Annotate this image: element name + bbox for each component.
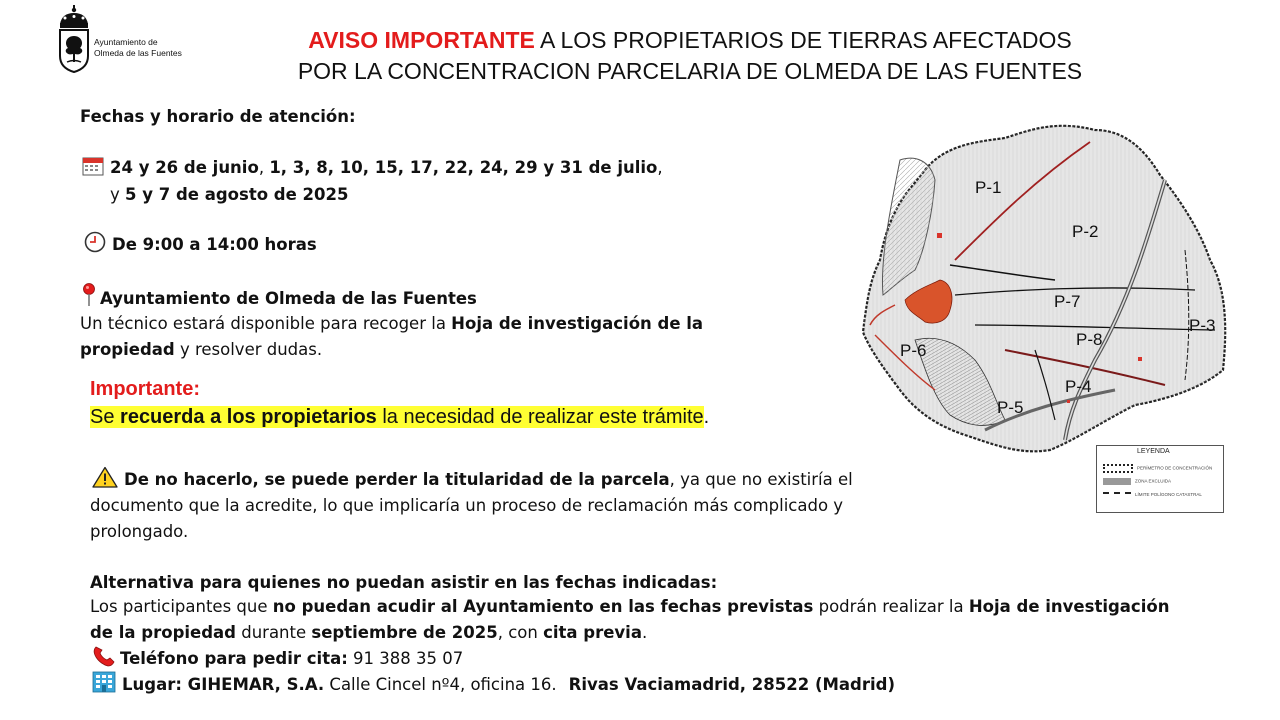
logo-line-1: Ayuntamiento de (94, 37, 158, 47)
tech-bold-1: Hoja de investigación de la (451, 314, 704, 333)
alt-t5: . (641, 623, 648, 642)
parcel-label-p5: P-5 (997, 398, 1024, 417)
clock-icon (84, 231, 106, 261)
logo-line-2: Olmeda de las Fuentes (94, 48, 182, 58)
warning-line-3: prolongado. (90, 522, 189, 541)
tech-line-1 (80, 310, 703, 337)
warning-bold: De no hacerlo, se puede perder la titularidad de la parcela (124, 470, 670, 489)
alt-b5: cita previa (543, 623, 642, 642)
hours-line (84, 231, 317, 261)
legend-label-boundary: LÍMITE POLÍGONO CATASTRAL (1135, 492, 1202, 497)
alt-b3: de la propiedad (90, 623, 236, 642)
legend-swatch-excluded (1103, 478, 1131, 485)
important-line (90, 406, 709, 429)
dates-july: 1, 3, 8, 10, 15, 17, 22, 24, 29 y 31 de julio (269, 158, 658, 177)
warning-line-2: documento que la acredite, lo que implicaría un proceso de reclamación más complicado y (90, 496, 844, 515)
important-bold: recuerda a los propietarios (120, 406, 377, 428)
important-highlight (90, 406, 704, 428)
phone-label: Teléfono para pedir cita: (120, 649, 348, 668)
alternative-line-2 (90, 619, 647, 646)
title-red: AVISO IMPORTANTE (308, 27, 535, 53)
dates-sep-1: , (258, 158, 270, 177)
warning-text-1: , ya que no existiría el (669, 470, 853, 489)
dates-sep-2: , (657, 158, 663, 177)
location-label: Lugar: GIHEMAR, S.A. (122, 675, 325, 694)
tech-line-2 (80, 336, 322, 363)
title-rest: A LOS PROPIETARIOS DE TIERRAS AFECTADOS (534, 27, 1072, 53)
office-building-icon (92, 671, 116, 701)
phone-number: 91 388 35 07 (347, 649, 464, 668)
tech-text-1: Un técnico estará disponible para recoger la (80, 314, 452, 333)
location-city: Rivas Vaciamadrid, 28522 (Madrid) (568, 675, 895, 694)
tech-bold-2: propiedad (80, 340, 175, 359)
dates-y: y (110, 185, 126, 204)
legend-item-boundary (1103, 492, 1202, 497)
alternative-heading: Alternativa para quienes no puedan asistir en las fechas indicadas: (90, 573, 718, 592)
parcel-label-p1: P-1 (975, 178, 1002, 197)
alt-b2: Hoja de investigación (968, 597, 1170, 616)
logo-text (94, 37, 182, 59)
dates-line-1 (82, 154, 663, 184)
legend-label-excluded: ZONA EXCLUIDA (1135, 478, 1172, 484)
important-dot: . (703, 406, 710, 428)
schedule-heading: Fechas y horario de atención: (80, 107, 356, 126)
dates-august: 5 y 7 de agosto de 2025 (125, 185, 349, 204)
title-line-2: POR LA CONCENTRACION PARCELARIA DE OLMEDA DE LAS FUENTES (297, 58, 1083, 84)
legend-label-perimeter: PERÍMETRO DE CONCENTRACIÓN (1137, 465, 1213, 471)
legend-swatch-boundary (1103, 492, 1131, 494)
alt-t3: durante (235, 623, 312, 642)
alt-b1: no puedan acudir al Ayuntamiento en las fechas previstas (272, 597, 814, 616)
parcel-label-p2: P-2 (1072, 222, 1099, 241)
place-text: Ayuntamiento de Olmeda de las Fuentes (100, 289, 477, 308)
parcel-label-p3: P-3 (1189, 316, 1216, 335)
alt-b4: septiembre de 2025 (311, 623, 498, 642)
location-address: Calle Cincel nº4, oficina 16. (324, 675, 557, 694)
legend-item-excluded (1103, 478, 1171, 485)
alternative-line-1 (90, 593, 1169, 620)
important-label: Importante: (90, 378, 200, 400)
parcel-label-p7: P-7 (1054, 292, 1081, 311)
tech-text-2: y resolver dudas. (174, 340, 323, 359)
important-text-2: la necesidad de realizar este trámite (376, 406, 704, 428)
calendar-icon (82, 156, 104, 184)
coat-of-arms-icon (54, 4, 94, 74)
legend-title: LEYENDA (1137, 448, 1170, 455)
legend-item-perimeter (1103, 464, 1212, 473)
map-legend (1096, 445, 1224, 513)
dates-june: 24 y 26 de junio (110, 158, 259, 177)
important-text-1: Se (90, 406, 121, 428)
alt-t1: Los participantes que (90, 597, 273, 616)
legend-swatch-perimeter (1103, 464, 1133, 473)
parcel-label-p8: P-8 (1076, 330, 1103, 349)
alt-t2: podrán realizar la (813, 597, 969, 616)
page-title (240, 25, 1140, 87)
dates-line-2 (110, 181, 348, 208)
location-line (92, 671, 895, 701)
parcel-label-p4: P-4 (1065, 377, 1092, 396)
hours-text: De 9:00 a 14:00 horas (112, 235, 317, 254)
alt-t4: , con (497, 623, 544, 642)
parcel-label-p6: P-6 (900, 341, 927, 360)
